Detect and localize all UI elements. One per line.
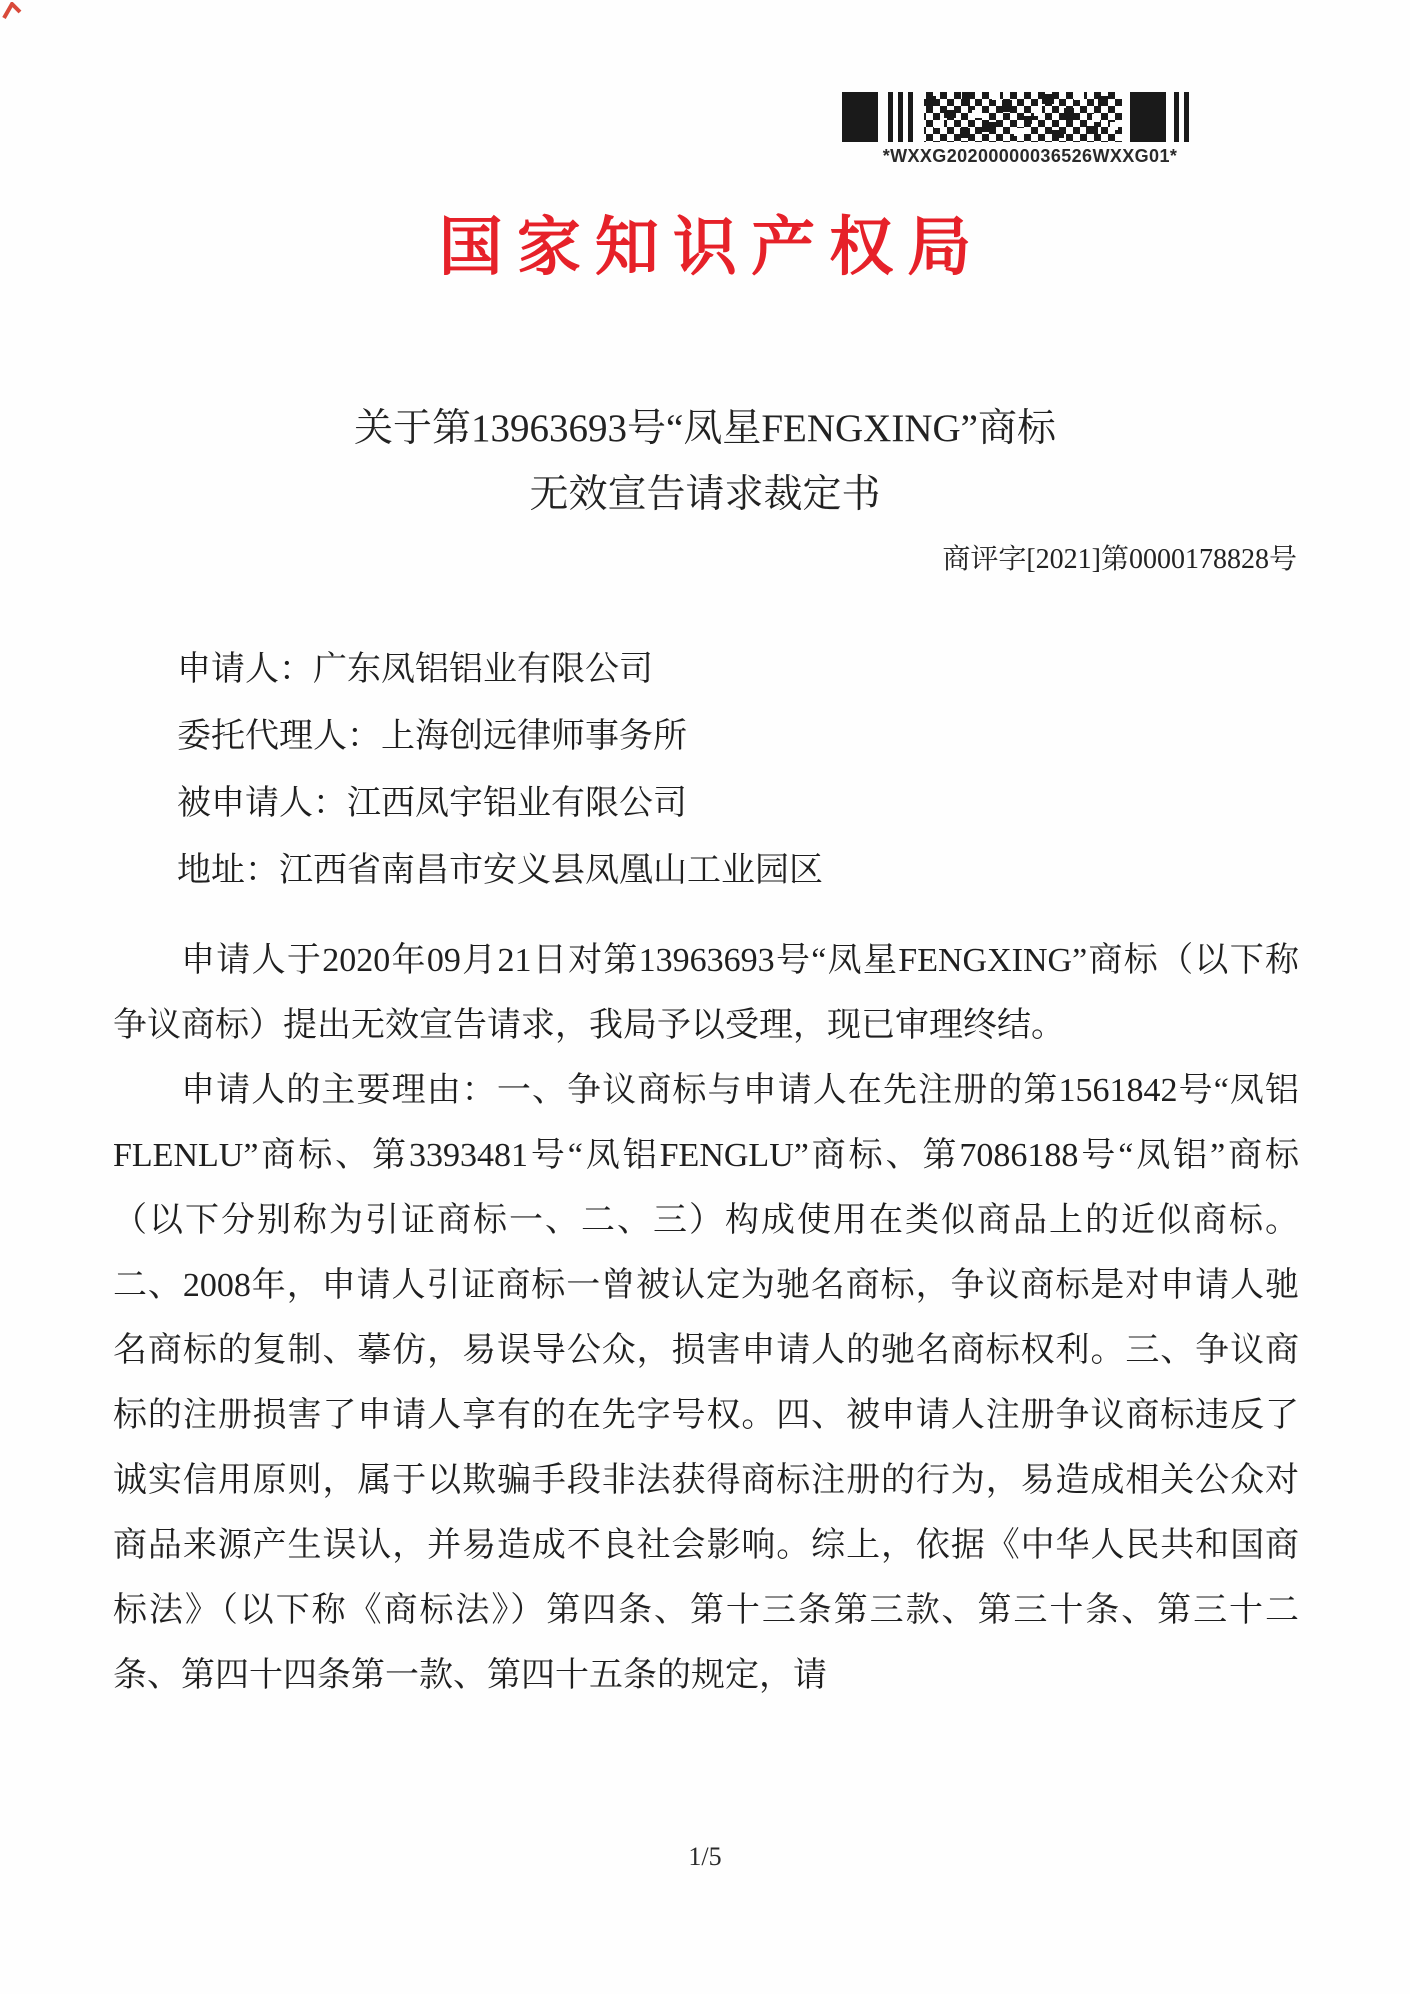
respondent-label: 被申请人： (177, 785, 347, 822)
paragraph-applicant-grounds: 申请人的主要理由：一、争议商标与申请人在先注册的第1561842号“凤铝 FLENLU”商标、第3393481号“凤铝FENGLU”商标、第7086188号“凤铝”商标（以下分别称为引证商标一、二、三）构成使用在类似商品上的近似商标。二、2008年，申请人引证商标一曾被认定为驰名商标，争议商标是对申请人驰名商标的复制、摹仿，易误导公众，损害申请人的驰名商标权利。三、争议商标的注册损害了申请人享有的在先字号权。四、被申请人注册争议商标违反了诚实信用原则，属于以欺骗手段非法获得商标注册的行为，易造成相关公众对商品来源产生误认，并易造成不良社会影响。综上，依据《中华人民共和国商标法》（以下称《商标法》）第四条、第十三条第三款、第三十条、第三十二条、第四十四条第一款、第四十五条的规定，请 (113, 1072, 1299, 1694)
agency-title: 国家知识产权局 (438, 211, 986, 283)
document-title-line1: 关于第13963693号“凤星FENGXING”商标 (354, 407, 1056, 450)
red-corner-mark (2, 2, 36, 36)
agent-label: 委托代理人： (177, 718, 381, 755)
respondent-row (177, 770, 823, 837)
address-label: 地址： (177, 852, 279, 889)
address-row (177, 837, 823, 904)
reference-number: 商评字[2021]第0000178828号 (942, 544, 1297, 575)
body-text (113, 928, 1299, 1708)
barcode-block (842, 92, 1218, 167)
page-number: 1/5 (688, 1842, 722, 1871)
agent-row (177, 703, 823, 770)
applicant-label: 申请人： (177, 651, 313, 688)
parties-section (177, 636, 823, 904)
applicant-value: 广东凤铝铝业有限公司 (313, 651, 653, 688)
barcode-icon (842, 92, 1194, 144)
barcode-text: *WXXG20200000036526WXXG01* (882, 146, 1178, 166)
document-title (0, 396, 1410, 528)
respondent-value: 江西凤宇铝业有限公司 (347, 785, 687, 822)
agent-value: 上海创远律师事务所 (381, 718, 687, 755)
applicant-row (177, 636, 823, 703)
address-value: 江西省南昌市安义县凤凰山工业园区 (279, 852, 823, 889)
document-title-line2: 无效宣告请求裁定书 (529, 473, 881, 516)
paragraph-filing: 申请人于2020年09月21日对第13963693号“凤星FENGXING”商标（以下称争议商标）提出无效宣告请求，我局予以受理，现已审理终结。 (113, 942, 1299, 1044)
